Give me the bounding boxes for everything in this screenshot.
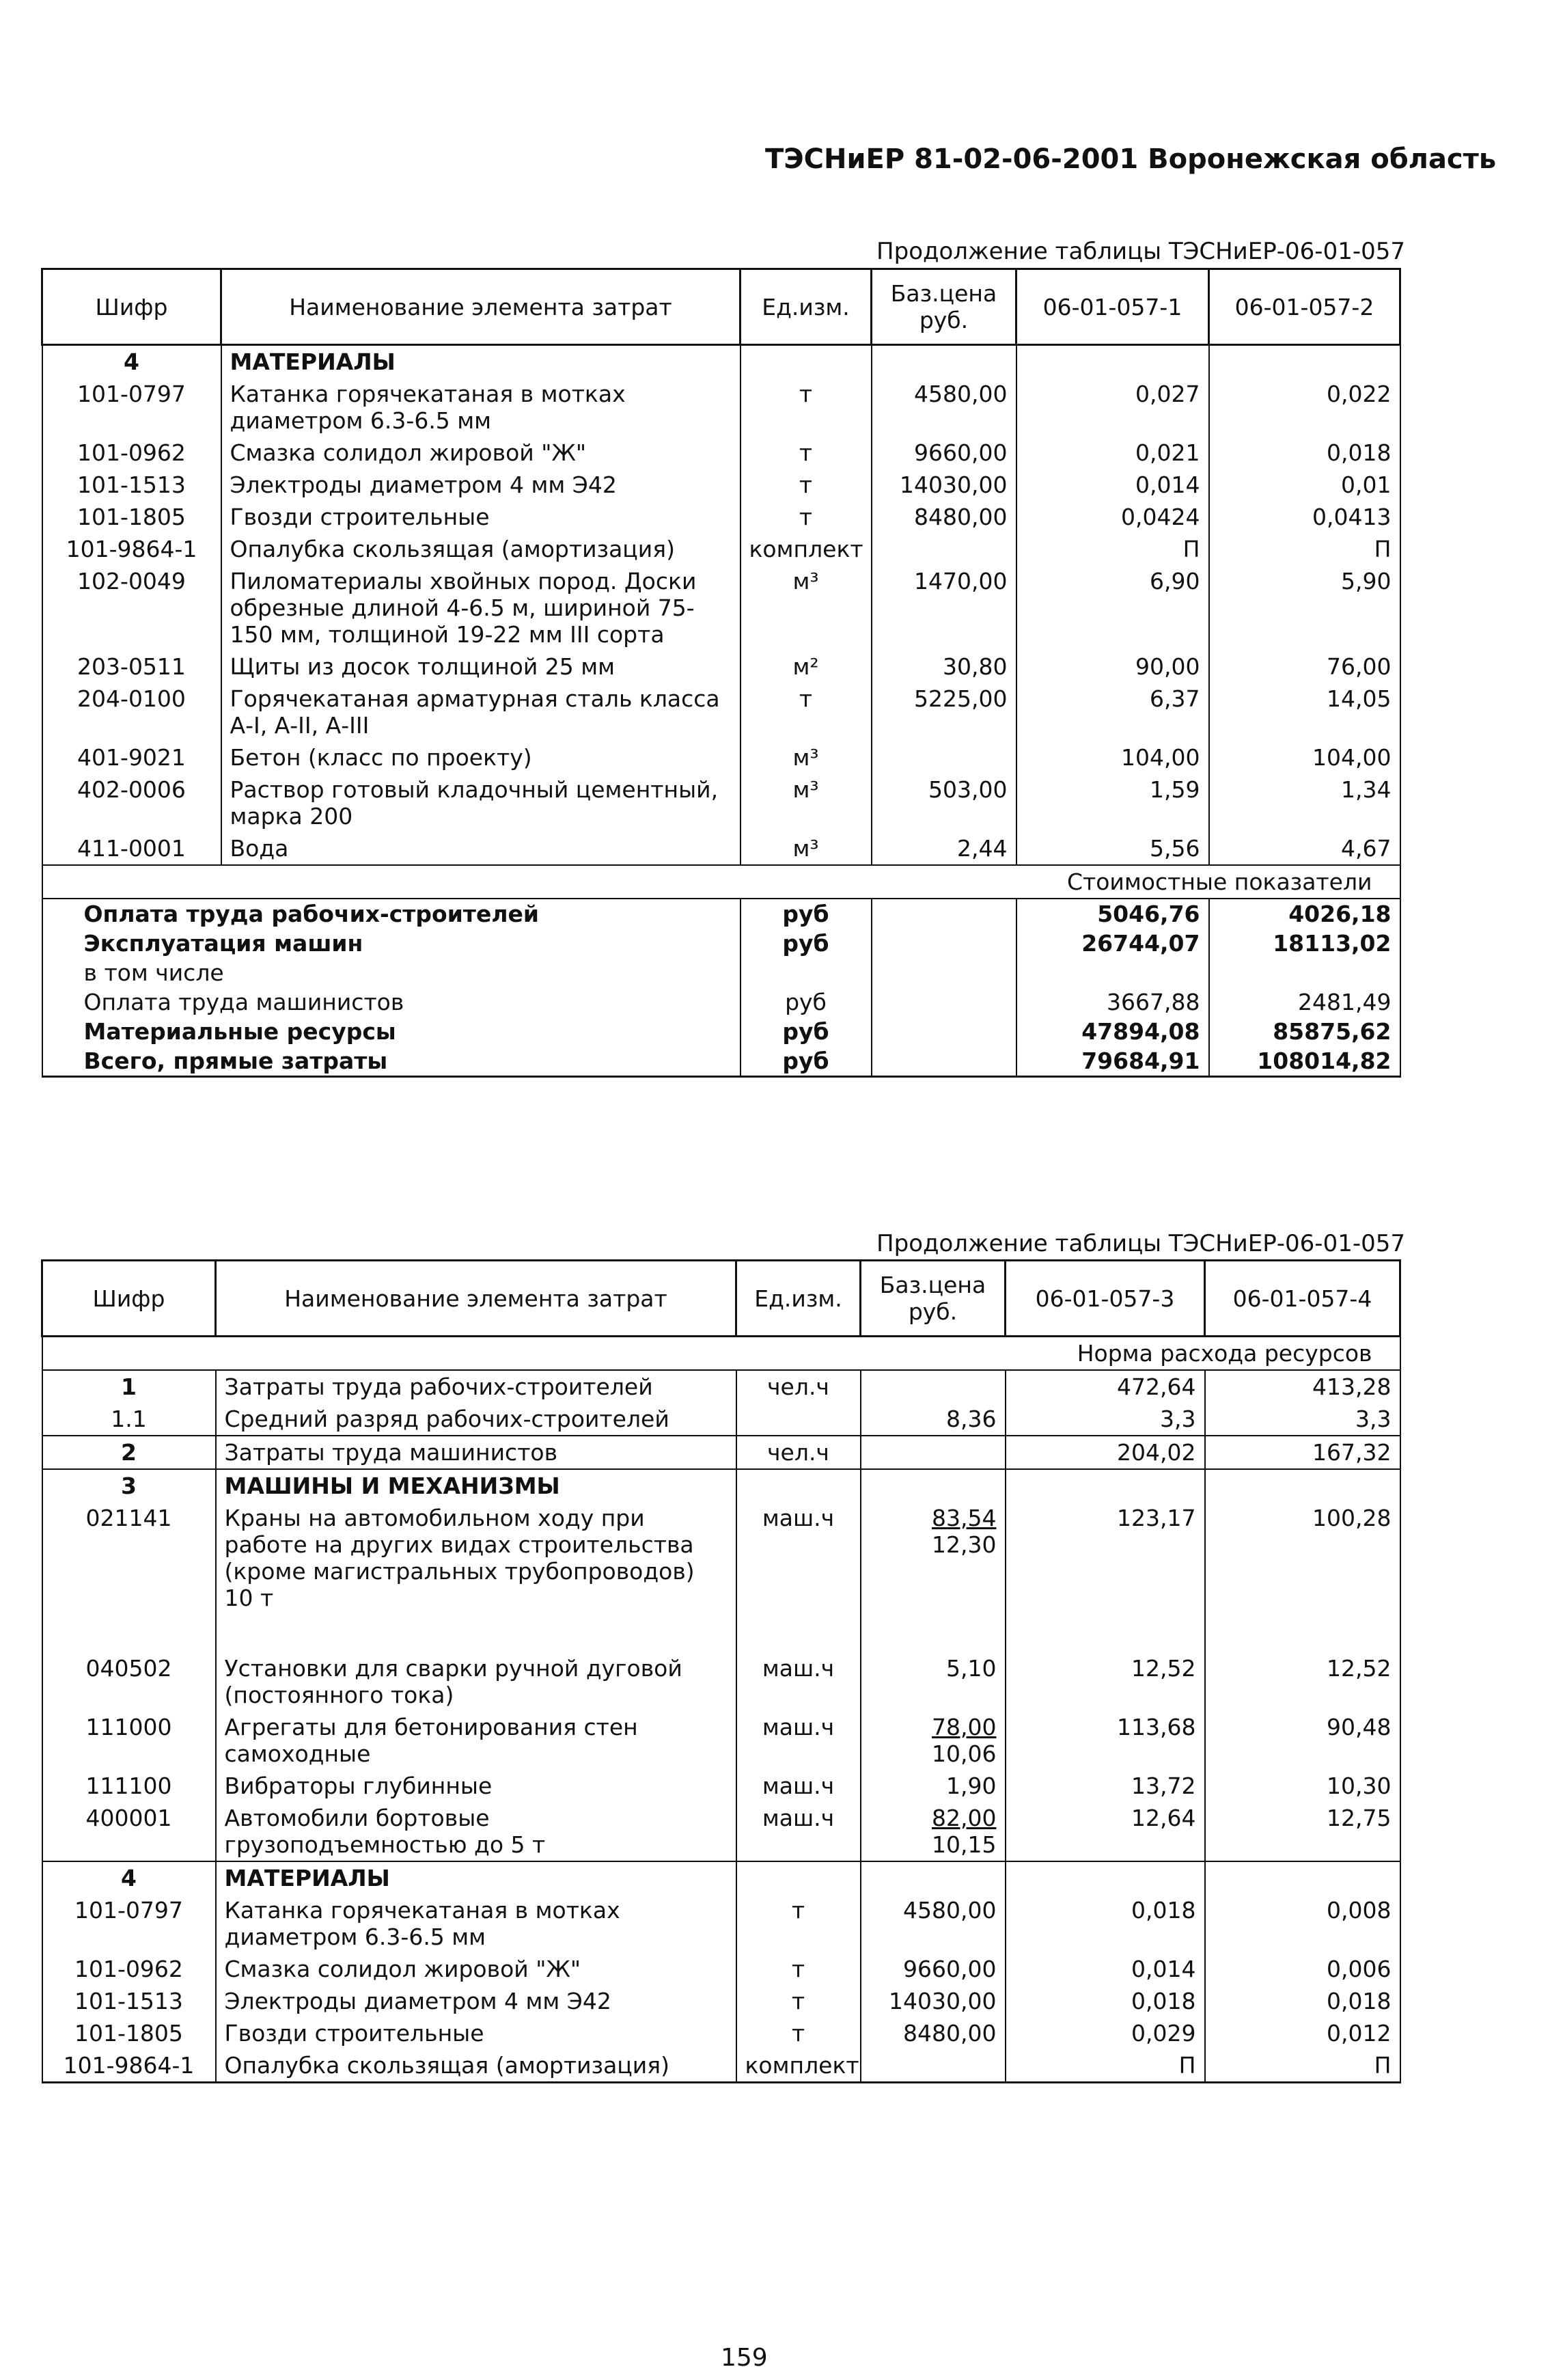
summary-c2: 85875,62 xyxy=(1209,1017,1400,1046)
row-unit: т xyxy=(736,1985,861,2017)
row-c2: 0,012 xyxy=(1205,2017,1400,2049)
table-row xyxy=(42,683,1400,741)
row-c1: 12,64 xyxy=(1006,1802,1205,1861)
table-row xyxy=(42,832,1400,865)
row-c2: 12,75 xyxy=(1205,1802,1400,1861)
summary-label: Эксплуатация машин xyxy=(42,929,741,958)
col-code: Шифр xyxy=(42,1261,216,1337)
table-row xyxy=(42,2049,1400,2083)
table-row xyxy=(42,501,1400,533)
band-row xyxy=(42,865,1400,899)
summary-label: Оплата труда рабочих-строителей xyxy=(42,899,741,929)
row-unit: т xyxy=(741,683,872,741)
row-code: 402-0006 xyxy=(42,774,221,832)
price-main: 78,00 xyxy=(932,1714,997,1740)
summary-c2: 108014,82 xyxy=(1209,1046,1400,1077)
summary-label: Оплата труда машинистов xyxy=(42,987,741,1017)
summary-c1: 47894,08 xyxy=(1016,1017,1209,1046)
table-row xyxy=(42,651,1400,683)
row-c2: 104,00 xyxy=(1209,741,1400,774)
blank-cell xyxy=(1006,1861,1205,1894)
col-c1: 06-01-057-1 xyxy=(1016,269,1209,345)
summary-blank xyxy=(872,929,1016,958)
row-c1: 1,59 xyxy=(1016,774,1209,832)
table-row xyxy=(42,741,1400,774)
row-price xyxy=(872,741,1016,774)
col-name: Наименование элемента затрат xyxy=(221,269,741,345)
row-code: 400001 xyxy=(42,1802,216,1861)
row-name: Краны на автомобильном ходу при работе на других видах строительства (кроме магистральных трубопроводов) 10 т xyxy=(216,1502,736,1652)
blank-cell xyxy=(1006,1469,1205,1502)
row-code: 101-1805 xyxy=(42,2017,216,2049)
row-name: Пиломатериалы хвойных пород. Доски обрезные длиной 4-6.5 м, шириной 75-150 мм, толщиной 19-22 мм III сорта xyxy=(221,565,741,651)
summary-c1: 79684,91 xyxy=(1016,1046,1209,1077)
row-c2: 0,018 xyxy=(1205,1985,1400,2017)
row-c1: 5,56 xyxy=(1016,832,1209,865)
row-c1: 0,014 xyxy=(1016,469,1209,501)
table2-header-row xyxy=(42,1261,1400,1337)
row-price xyxy=(861,1802,1006,1861)
row-name: Автомобили бортовые грузоподъемностью до 5 т xyxy=(216,1802,736,1861)
price-operator: 10,06 xyxy=(932,1740,997,1767)
row-c2: 14,05 xyxy=(1209,683,1400,741)
blank-cell xyxy=(736,1469,861,1502)
row-name: Вода xyxy=(221,832,741,865)
row-unit: т xyxy=(736,2017,861,2049)
row-code: 101-0797 xyxy=(42,378,221,437)
table-row xyxy=(42,1711,1400,1770)
table-row xyxy=(42,2017,1400,2049)
row-unit: м² xyxy=(741,651,872,683)
row-price: 4580,00 xyxy=(861,1894,1006,1953)
row-c2: 4,67 xyxy=(1209,832,1400,865)
row-name: Смазка солидол жировой "Ж" xyxy=(221,437,741,469)
row-name: Раствор готовый кладочный цементный, марка 200 xyxy=(221,774,741,832)
table-row xyxy=(42,1770,1400,1802)
row-c1: 3,3 xyxy=(1006,1403,1205,1436)
row-c2: 0,01 xyxy=(1209,469,1400,501)
table-row xyxy=(42,1652,1400,1711)
row-code: 101-9864-1 xyxy=(42,2049,216,2083)
row-c2: 0,006 xyxy=(1205,1953,1400,1985)
summary-c1: 26744,07 xyxy=(1016,929,1209,958)
summary-label: Материальные ресурсы xyxy=(42,1017,741,1046)
summary-blank xyxy=(872,1017,1016,1046)
table-row xyxy=(42,1436,1400,1469)
row-c2: 0,018 xyxy=(1209,437,1400,469)
table-row xyxy=(42,469,1400,501)
band-label: Норма расхода ресурсов xyxy=(42,1337,1400,1371)
row-c1: 0,018 xyxy=(1006,1985,1205,2017)
row-price: 2,44 xyxy=(872,832,1016,865)
row-code: 021141 xyxy=(42,1502,216,1652)
row-name: Гвозди строительные xyxy=(216,2017,736,2049)
row-unit: м³ xyxy=(741,565,872,651)
row-c2: 76,00 xyxy=(1209,651,1400,683)
row-c1: П xyxy=(1006,2049,1205,2083)
col-code: Шифр xyxy=(42,269,221,345)
section-row xyxy=(42,345,1400,379)
row-name: Установки для сварки ручной дуговой (постоянного тока) xyxy=(216,1652,736,1711)
col-price: Баз.цена руб. xyxy=(872,269,1016,345)
table-row xyxy=(42,1370,1400,1403)
row-code: 101-9864-1 xyxy=(42,533,221,565)
col-unit: Ед.изм. xyxy=(736,1261,861,1337)
row-price xyxy=(861,1502,1006,1652)
row-price xyxy=(861,1436,1006,1469)
table-row xyxy=(42,1502,1400,1652)
table1-header-row xyxy=(42,269,1400,345)
row-unit: маш.ч xyxy=(736,1652,861,1711)
blank-cell xyxy=(861,1861,1006,1894)
row-name: Агрегаты для бетонирования стен самоходные xyxy=(216,1711,736,1770)
row-name: Затраты труда рабочих-строителей xyxy=(216,1370,736,1403)
table-row xyxy=(42,1985,1400,2017)
section-name: МАТЕРИАЛЫ xyxy=(216,1861,736,1894)
section-code: 4 xyxy=(42,1861,216,1894)
row-c1: 0,018 xyxy=(1006,1894,1205,1953)
blank-cell xyxy=(1205,1861,1400,1894)
summary-blank xyxy=(872,1046,1016,1077)
summary-c2: 4026,18 xyxy=(1209,899,1400,929)
row-c1: П xyxy=(1016,533,1209,565)
row-unit: м³ xyxy=(741,774,872,832)
row-unit: т xyxy=(736,1953,861,1985)
row-price: 30,80 xyxy=(872,651,1016,683)
row-unit: маш.ч xyxy=(736,1711,861,1770)
row-c1: 113,68 xyxy=(1006,1711,1205,1770)
section-name: МАТЕРИАЛЫ xyxy=(221,345,741,379)
row-price xyxy=(861,2049,1006,2083)
row-unit: т xyxy=(741,378,872,437)
row-unit: маш.ч xyxy=(736,1802,861,1861)
row-unit: маш.ч xyxy=(736,1502,861,1652)
row-unit: чел.ч xyxy=(736,1370,861,1403)
row-code: 102-0049 xyxy=(42,565,221,651)
summary-unit: руб xyxy=(741,987,872,1017)
row-c1: 13,72 xyxy=(1006,1770,1205,1802)
row-code: 101-1805 xyxy=(42,501,221,533)
row-unit: комплект xyxy=(736,2049,861,2083)
summary-unit: руб xyxy=(741,1017,872,1046)
summary-c1: 3667,88 xyxy=(1016,987,1209,1017)
row-name: Вибраторы глубинные xyxy=(216,1770,736,1802)
row-unit: т xyxy=(741,469,872,501)
row-price: 5225,00 xyxy=(872,683,1016,741)
row-c1: 0,014 xyxy=(1006,1953,1205,1985)
row-c2: П xyxy=(1205,2049,1400,2083)
row-name: Катанка горячекатаная в мотках диаметром 6.3-6.5 мм xyxy=(216,1894,736,1953)
row-code: 101-1513 xyxy=(42,469,221,501)
row-c1: 6,37 xyxy=(1016,683,1209,741)
row-code: 101-0962 xyxy=(42,437,221,469)
row-c1: 12,52 xyxy=(1006,1652,1205,1711)
row-c1: 123,17 xyxy=(1006,1502,1205,1652)
row-name: Затраты труда машинистов xyxy=(216,1436,736,1469)
row-price: 14030,00 xyxy=(861,1985,1006,2017)
row-name: Катанка горячекатаная в мотках диаметром 6.3-6.5 мм xyxy=(221,378,741,437)
row-name: Смазка солидол жировой "Ж" xyxy=(216,1953,736,1985)
row-unit: т xyxy=(741,437,872,469)
col-c2: 06-01-057-4 xyxy=(1205,1261,1400,1337)
band-label: Стоимостные показатели xyxy=(42,865,1400,899)
row-unit: т xyxy=(741,501,872,533)
row-c1: 0,0424 xyxy=(1016,501,1209,533)
row-c2: 413,28 xyxy=(1205,1370,1400,1403)
price-operator: 12,30 xyxy=(932,1531,997,1558)
row-c2: 10,30 xyxy=(1205,1770,1400,1802)
section-row xyxy=(42,1469,1400,1502)
row-c2: 1,34 xyxy=(1209,774,1400,832)
row-c2: 167,32 xyxy=(1205,1436,1400,1469)
row-c2: 3,3 xyxy=(1205,1403,1400,1436)
row-code: 401-9021 xyxy=(42,741,221,774)
row-c1: 472,64 xyxy=(1006,1370,1205,1403)
section-code: 3 xyxy=(42,1469,216,1502)
summary-row xyxy=(42,958,1400,987)
row-c1: 104,00 xyxy=(1016,741,1209,774)
row-code: 203-0511 xyxy=(42,651,221,683)
table1-continuation: Продолжение таблицы ТЭСНиЕР-06-01-057 xyxy=(876,238,1405,265)
table-row xyxy=(42,437,1400,469)
row-code: 111000 xyxy=(42,1711,216,1770)
price-main: 82,00 xyxy=(932,1805,997,1831)
row-code: 411-0001 xyxy=(42,832,221,865)
row-price: 9660,00 xyxy=(861,1953,1006,1985)
row-name: Гвозди строительные xyxy=(221,501,741,533)
row-c1: 6,90 xyxy=(1016,565,1209,651)
row-c1: 204,02 xyxy=(1006,1436,1205,1469)
price-operator: 10,15 xyxy=(932,1831,997,1858)
row-name: Бетон (класс по проекту) xyxy=(221,741,741,774)
row-name: Электроды диаметром 4 мм Э42 xyxy=(216,1985,736,2017)
page-header: ТЭСНиЕР 81-02-06-2001 Воронежская область xyxy=(765,143,1497,175)
row-c1: 0,029 xyxy=(1006,2017,1205,2049)
row-code: 1.1 xyxy=(42,1403,216,1436)
price-main: 5,10 xyxy=(946,1655,997,1682)
table-row xyxy=(42,565,1400,651)
row-price: 1470,00 xyxy=(872,565,1016,651)
row-code: 2 xyxy=(42,1436,216,1469)
table1 xyxy=(41,268,1401,1078)
summary-blank xyxy=(872,987,1016,1017)
page-number: 159 xyxy=(721,2344,768,2372)
row-c2: 12,52 xyxy=(1205,1652,1400,1711)
summary-row xyxy=(42,1046,1400,1077)
table-row xyxy=(42,1802,1400,1861)
row-unit: м³ xyxy=(741,741,872,774)
summary-label: Всего, прямые затраты xyxy=(42,1046,741,1077)
summary-unit xyxy=(741,958,872,987)
row-code: 111100 xyxy=(42,1770,216,1802)
table-row xyxy=(42,1894,1400,1953)
table2-continuation: Продолжение таблицы ТЭСНиЕР-06-01-057 xyxy=(876,1230,1405,1257)
row-price xyxy=(861,1652,1006,1711)
row-price: 503,00 xyxy=(872,774,1016,832)
blank-cell xyxy=(1205,1469,1400,1502)
section-code: 4 xyxy=(42,345,221,379)
row-unit: м³ xyxy=(741,832,872,865)
row-unit xyxy=(736,1403,861,1436)
row-name: Электроды диаметром 4 мм Э42 xyxy=(221,469,741,501)
row-code: 204-0100 xyxy=(42,683,221,741)
summary-blank xyxy=(872,899,1016,929)
col-c2: 06-01-057-2 xyxy=(1209,269,1400,345)
table-row xyxy=(42,1953,1400,1985)
section-row xyxy=(42,1861,1400,1894)
row-code: 040502 xyxy=(42,1652,216,1711)
table-row xyxy=(42,533,1400,565)
row-c1: 0,027 xyxy=(1016,378,1209,437)
summary-row xyxy=(42,929,1400,958)
row-unit: комплект xyxy=(741,533,872,565)
row-c2: 100,28 xyxy=(1205,1502,1400,1652)
row-c1: 0,021 xyxy=(1016,437,1209,469)
col-c1: 06-01-057-3 xyxy=(1006,1261,1205,1337)
table-row xyxy=(42,378,1400,437)
summary-c1: 5046,76 xyxy=(1016,899,1209,929)
summary-unit: руб xyxy=(741,1046,872,1077)
row-name: Средний разряд рабочих-строителей xyxy=(216,1403,736,1436)
row-c2: 0,008 xyxy=(1205,1894,1400,1953)
row-unit: т xyxy=(736,1894,861,1953)
col-name: Наименование элемента затрат xyxy=(216,1261,736,1337)
row-code: 101-0962 xyxy=(42,1953,216,1985)
row-price: 9660,00 xyxy=(872,437,1016,469)
row-price xyxy=(861,1770,1006,1802)
row-c1: 90,00 xyxy=(1016,651,1209,683)
row-name: Горячекатаная арматурная сталь класса А-I, А-II, А-III xyxy=(221,683,741,741)
band-row xyxy=(42,1337,1400,1371)
summary-c2 xyxy=(1209,958,1400,987)
summary-blank xyxy=(872,958,1016,987)
row-code: 1 xyxy=(42,1370,216,1403)
row-price: 8,36 xyxy=(861,1403,1006,1436)
row-price: 8480,00 xyxy=(861,2017,1006,2049)
section-name: МАШИНЫ И МЕХАНИЗМЫ xyxy=(216,1469,736,1502)
summary-c1 xyxy=(1016,958,1209,987)
row-c2: 90,48 xyxy=(1205,1711,1400,1770)
col-unit: Ед.изм. xyxy=(741,269,872,345)
blank-cell xyxy=(736,1861,861,1894)
summary-c2: 2481,49 xyxy=(1209,987,1400,1017)
row-code: 101-0797 xyxy=(42,1894,216,1953)
summary-unit: руб xyxy=(741,899,872,929)
summary-row xyxy=(42,987,1400,1017)
summary-row xyxy=(42,899,1400,929)
row-price xyxy=(861,1370,1006,1403)
blank-cell xyxy=(861,1469,1006,1502)
row-price: 8480,00 xyxy=(872,501,1016,533)
table-row xyxy=(42,1403,1400,1436)
row-c2: 0,0413 xyxy=(1209,501,1400,533)
col-price: Баз.цена руб. xyxy=(861,1261,1006,1337)
row-price xyxy=(872,533,1016,565)
row-unit: маш.ч xyxy=(736,1770,861,1802)
summary-label: в том числе xyxy=(42,958,741,987)
row-name: Опалубка скользящая (амортизация) xyxy=(221,533,741,565)
row-unit: чел.ч xyxy=(736,1436,861,1469)
row-price: 14030,00 xyxy=(872,469,1016,501)
row-name: Опалубка скользящая (амортизация) xyxy=(216,2049,736,2083)
table-row xyxy=(42,774,1400,832)
price-main: 83,54 xyxy=(932,1505,997,1531)
summary-c2: 18113,02 xyxy=(1209,929,1400,958)
summary-row xyxy=(42,1017,1400,1046)
row-price xyxy=(861,1711,1006,1770)
row-name: Щиты из досок толщиной 25 мм xyxy=(221,651,741,683)
table2 xyxy=(41,1259,1401,2083)
price-main: 1,90 xyxy=(946,1773,997,1799)
row-c2: П xyxy=(1209,533,1400,565)
summary-unit: руб xyxy=(741,929,872,958)
row-code: 101-1513 xyxy=(42,1985,216,2017)
row-price: 4580,00 xyxy=(872,378,1016,437)
row-c2: 5,90 xyxy=(1209,565,1400,651)
row-c2: 0,022 xyxy=(1209,378,1400,437)
